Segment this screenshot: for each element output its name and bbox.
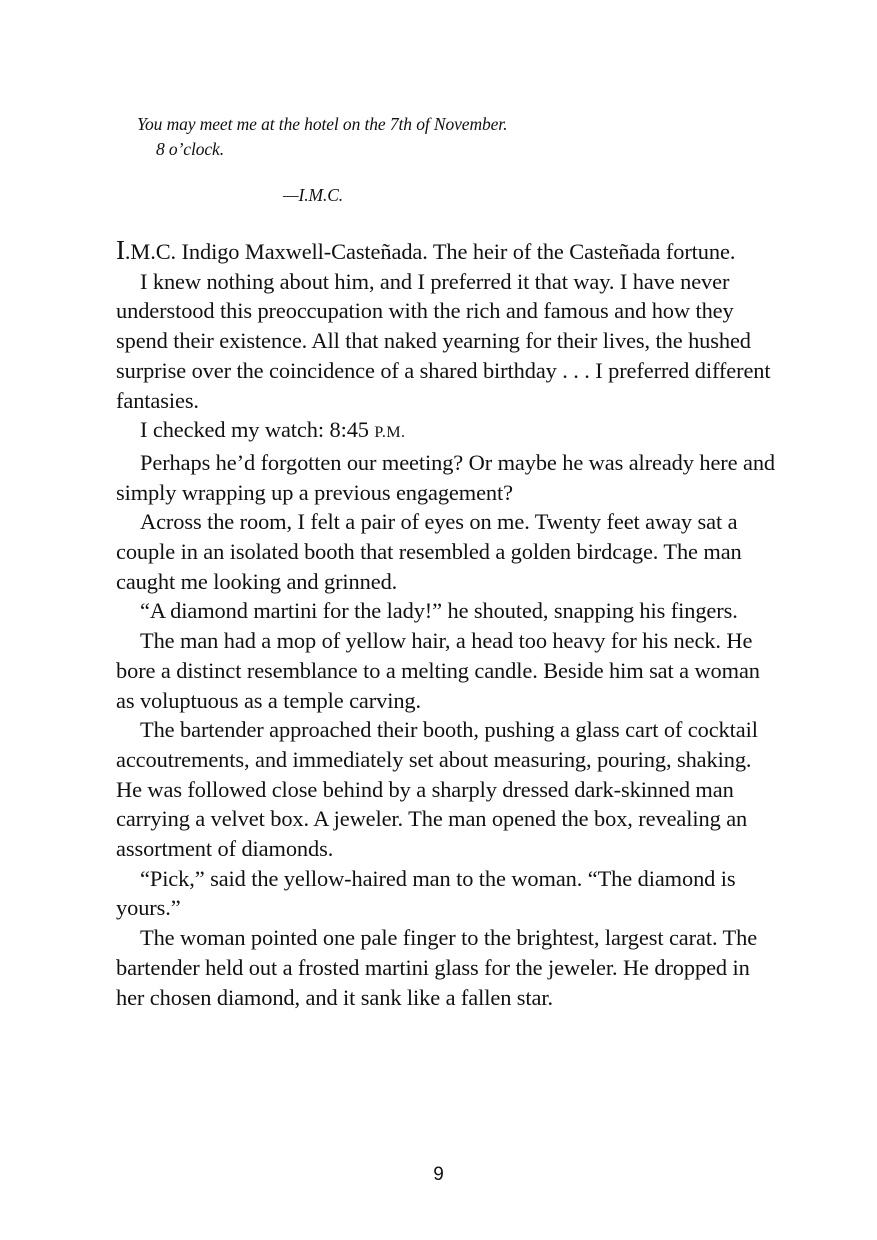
body-text bbox=[116, 236, 776, 1012]
note-line-2: 8 o’clock. bbox=[156, 139, 224, 159]
paragraph-7: The man had a mop of yellow hair, a head too heavy for his neck. He bore a distinct resemblance to a melting candle. Beside him sat a woman as voluptuous as a temple carving. bbox=[116, 628, 760, 713]
initial-letter: I bbox=[116, 235, 125, 265]
paragraph-10: The woman pointed one pale finger to the brightest, largest carat. The bartender held out a frosted martini glass for the jeweler. He dropped in her chosen diamond, and it sank like a fallen star. bbox=[116, 925, 758, 1010]
paragraph-1-text: .M.C. Indigo Maxwell-Casteñada. The heir of the Casteñada fortune. bbox=[124, 239, 736, 264]
note-signature: —I.M.C. bbox=[283, 185, 344, 205]
time-suffix: P.M. bbox=[374, 424, 406, 442]
paragraph-5: Across the room, I felt a pair of eyes on me. Twenty feet away sat a couple in an isolated booth that resembled a golden birdcage. The man caught me looking and grinned. bbox=[116, 509, 742, 594]
paragraph-2: I knew nothing about him, and I preferred it that way. I have never understood this preoccupation with the rich and famous and how they spend their existence. All that naked yearning for their lives, the hushed surprise over the coincidence of a shared birthday . . . I preferred different fantasies. bbox=[116, 268, 771, 413]
paragraph-9: “Pick,” said the yellow-haired man to the woman. “The diamond is yours.” bbox=[116, 865, 736, 921]
note-line-1: You may meet me at the hotel on the 7th of November. bbox=[137, 114, 508, 134]
paragraph-6: “A diamond martini for the lady!” he shouted, snapping his fingers. bbox=[140, 598, 738, 624]
paragraph-4: Perhaps he’d forgotten our meeting? Or maybe he was already here and simply wrapping up a previous engagement? bbox=[116, 449, 776, 505]
paragraph-3-text: I checked my watch: 8:45 bbox=[140, 417, 375, 443]
paragraph-8: The bartender approached their booth, pushing a glass cart of cocktail accoutrements, and immediately set about measuring, pouring, shaking. He was followed close behind by a sharply dressed dark-skinned man carrying a velvet box. A jeweler. The man opened the box, revealing an assortment of diamonds. bbox=[116, 717, 758, 862]
page-number: 9 bbox=[433, 1164, 444, 1185]
paragraph-1 bbox=[116, 236, 776, 267]
paragraph-3 bbox=[116, 415, 776, 448]
